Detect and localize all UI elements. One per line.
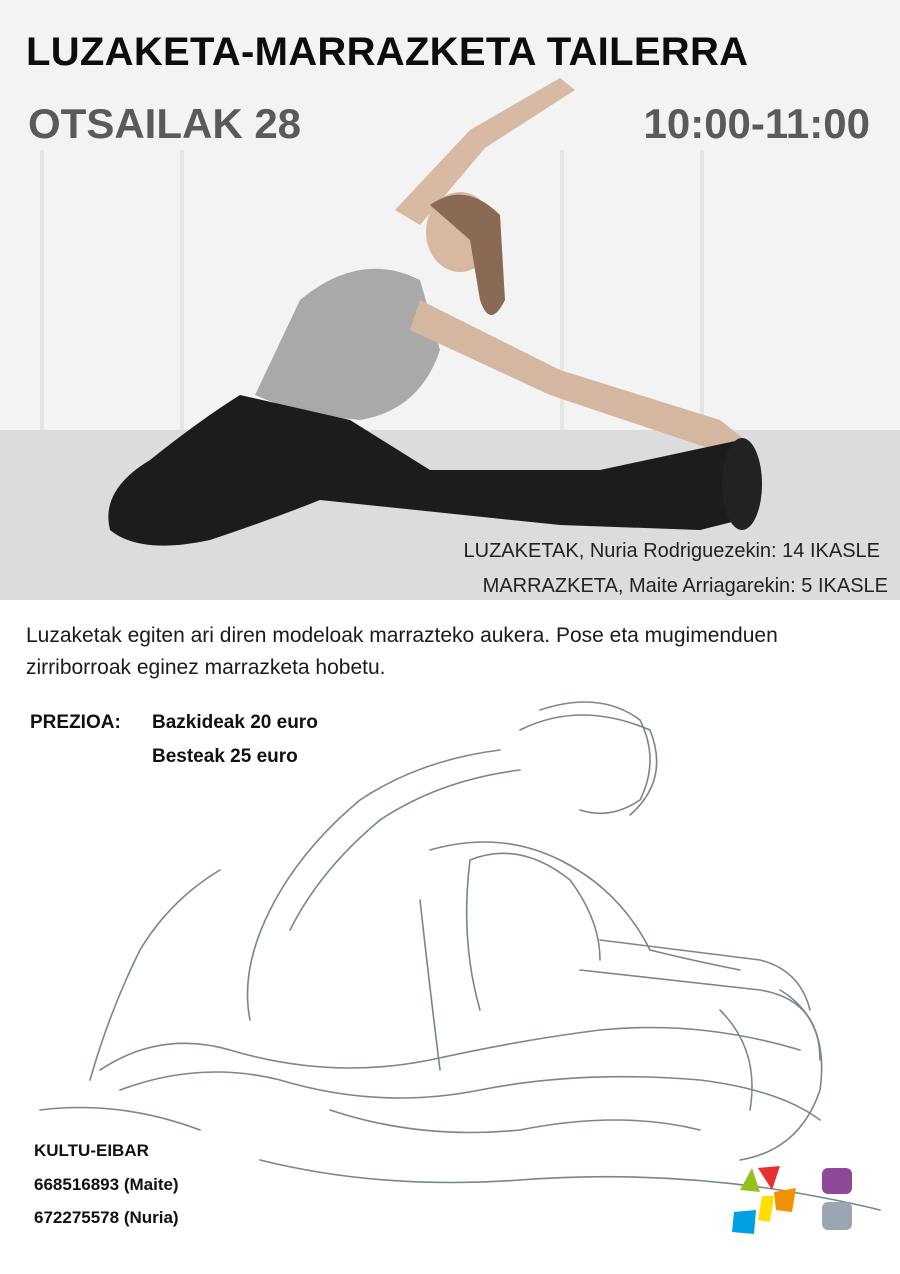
event-title: LUZAKETA-MARRAZKETA TAILERRA	[26, 30, 749, 74]
event-date: OTSAILAK 28	[28, 100, 302, 147]
instructor-drawing: MARRAZKETA, Maite Arriagarekin: 5 IKASLE	[482, 575, 888, 597]
price-members: Bazkideak 20 euro	[152, 712, 318, 733]
contact-phone-nuria[interactable]: 672275578 (Nuria)	[34, 1208, 179, 1227]
logo-shape-purple	[822, 1168, 852, 1194]
event-description: Luzaketak egiten ari diren modeloak marrazteko aukera. Pose eta mugimenduen zirriborroak eginez marrazketa hobetu.	[26, 624, 778, 679]
woman-stretching-illustration	[0, 0, 900, 600]
logo-shape-gray	[822, 1202, 852, 1230]
contact-org: KULTU-EIBAR	[34, 1141, 149, 1160]
logo-shape-red	[758, 1166, 780, 1190]
logo-shape-orange	[774, 1188, 796, 1212]
logo-shape-blue	[732, 1210, 756, 1234]
price-label: PREZIOA:	[30, 712, 121, 733]
logo-shape-yellow	[758, 1196, 774, 1222]
stretching-photo	[0, 0, 900, 600]
logo-shape-green	[740, 1168, 760, 1192]
contact-phone-maite[interactable]: 668516893 (Maite)	[34, 1175, 179, 1194]
event-time: 10:00-11:00	[643, 100, 870, 147]
price-others: Besteak 25 euro	[152, 746, 298, 767]
kultu-eibar-logo	[730, 1160, 860, 1240]
instructor-stretching: LUZAKETAK, Nuria Rodriguezekin: 14 IKASLE	[463, 540, 880, 562]
